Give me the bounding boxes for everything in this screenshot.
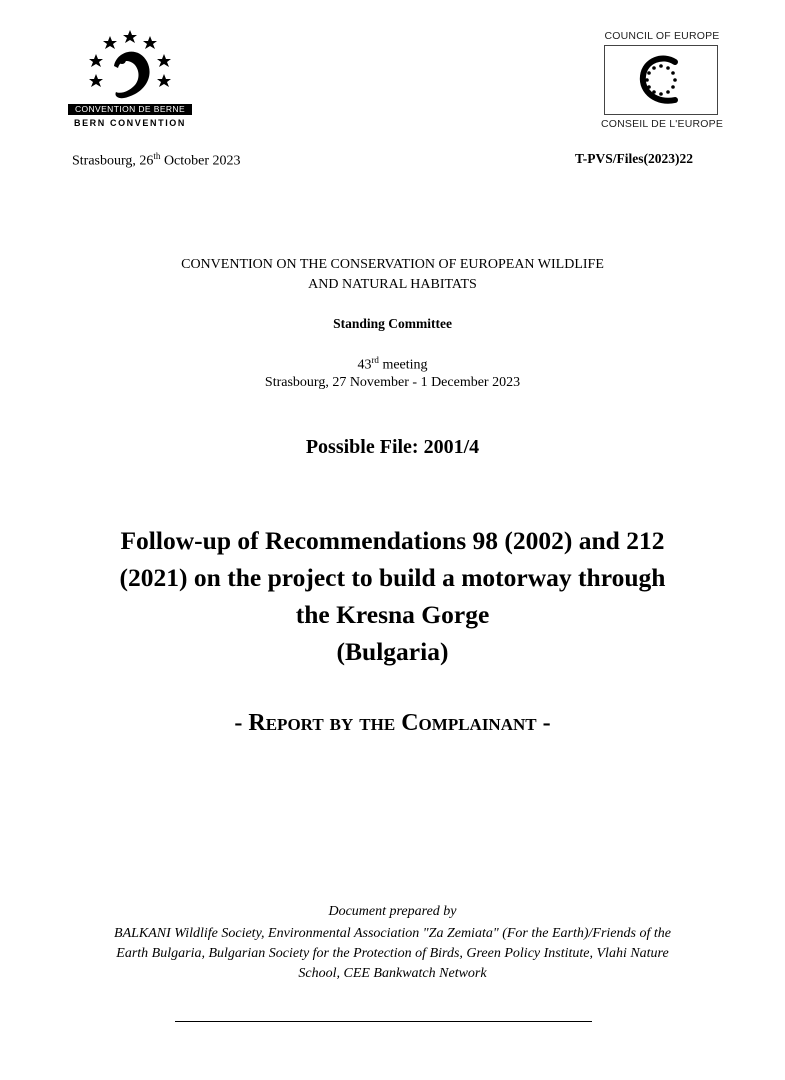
coe-logo-top-text: COUNCIL OF EUROPE — [604, 30, 720, 42]
convention-title-line-1: CONVENTION ON THE CONSERVATION OF EUROPEAN WILDLIFE — [181, 257, 604, 272]
place-and-date — [72, 151, 241, 170]
document-reference: T-PVS/Files(2023)22 — [575, 151, 693, 166]
report-subtitle — [0, 710, 785, 737]
bern-logo-name: BERN CONVENTION — [73, 118, 186, 128]
otter-emblem-icon — [64, 28, 196, 106]
convention-title-line-2: AND NATURAL HABITATS — [308, 277, 477, 292]
main-title-line-1: Follow-up of Recommendations 98 (2002) and 212 — [120, 526, 665, 555]
report-word-1: Report by the — [248, 710, 396, 736]
committee-name: Standing Committee — [333, 316, 452, 331]
meeting-number-superscript: rd — [371, 355, 379, 365]
meeting-number — [0, 355, 785, 374]
report-word-2: Complainant — [401, 710, 537, 736]
authors-line-1: BALKANI Wildlife Society, Environmental Association "Za Zemiata" (For the Earth)/Friends of the — [114, 926, 671, 941]
coe-emblem-icon — [605, 46, 717, 114]
possible-file: Possible File: 2001/4 — [305, 436, 480, 458]
report-prefix: - — [234, 710, 249, 736]
main-title-line-2: (2021) on the project to build a motorway through — [119, 563, 666, 592]
meeting-label: meeting — [378, 357, 428, 373]
bern-convention-logo — [64, 28, 196, 132]
prepared-by-label: Document prepared by — [328, 904, 457, 919]
report-suffix: - — [536, 710, 551, 736]
authors-line-3: School, CEE Bankwatch Network — [298, 966, 487, 981]
place-date-superscript: th — [153, 151, 161, 161]
document-main-title — [60, 522, 725, 670]
authors-list — [72, 924, 713, 984]
main-title-line-4: (Bulgaria) — [336, 637, 449, 666]
footer-divider — [175, 1021, 592, 1022]
place-date-suffix: October 2023 — [160, 153, 241, 169]
coe-logo-frame — [604, 45, 718, 115]
authors-line-2: Earth Bulgaria, Bulgarian Society for the Protection of Birds, Green Policy Institute, Vlahi Nature — [116, 946, 669, 961]
convention-title — [0, 255, 785, 295]
coe-logo-bottom-text: CONSEIL DE L'EUROPE — [600, 118, 724, 130]
place-date-prefix: Strasbourg, 26 — [72, 153, 154, 169]
meeting-dates: Strasbourg, 27 November - 1 December 2023 — [264, 375, 521, 390]
council-of-europe-logo — [596, 28, 728, 134]
main-title-line-3: the Kresna Gorge — [295, 600, 490, 629]
meeting-number-value: 43 — [357, 357, 372, 373]
bern-logo-band: CONVENTION DE BERNE — [68, 104, 192, 115]
